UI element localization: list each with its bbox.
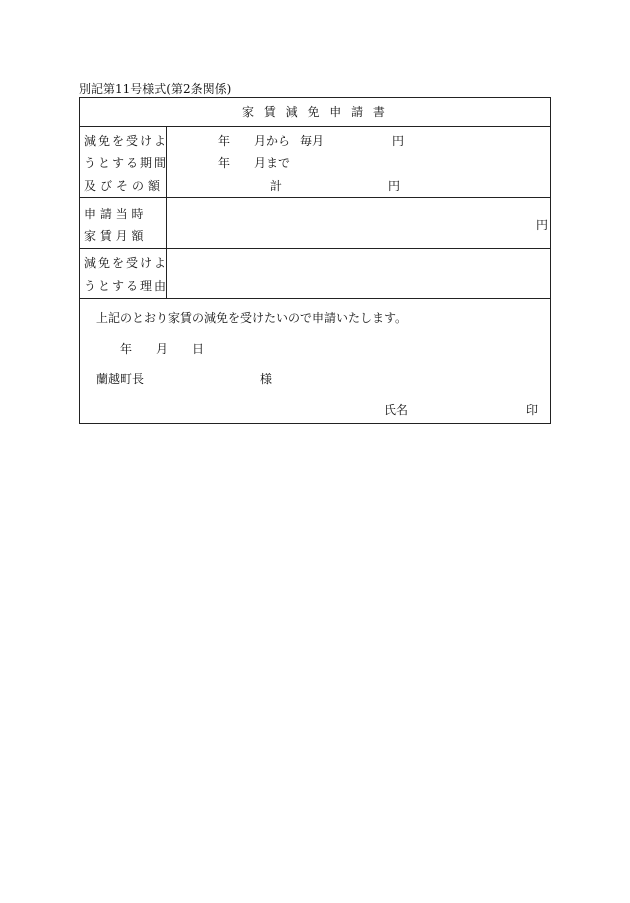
seal-mark: 印: [526, 403, 539, 417]
application-statement: 上記のとおり家賃の減免を受けたいので申請いたします。: [96, 311, 408, 325]
application-date-field[interactable]: 年 月 日: [120, 342, 205, 356]
addressee-mayor: 蘭越町長: [96, 372, 145, 386]
total-label: 計: [270, 179, 283, 193]
reason-row-divider: [80, 298, 550, 299]
period-label-line-3: 及びその額: [84, 179, 165, 193]
rent-label-line-2: 家 賃 月 額: [84, 229, 144, 243]
period-to-field[interactable]: 年 月まで: [218, 156, 291, 170]
rent-label-line-1: 申 請 当 時: [84, 207, 144, 221]
rent-reduction-application-form: [79, 97, 551, 424]
period-from-field[interactable]: 年 月から: [218, 134, 291, 148]
sama-honorific: 様: [260, 372, 273, 386]
label-column-divider: [166, 126, 167, 298]
applicant-name-label: 氏名: [384, 403, 409, 417]
title-row-divider: [80, 126, 550, 127]
reason-label-line-2: うとする理由: [84, 279, 169, 293]
total-yen-unit: 円: [388, 179, 401, 193]
monthly-label: 毎月: [300, 134, 325, 148]
period-row-divider: [80, 197, 550, 198]
form-title: 家 賃 減 免 申 請 書: [242, 105, 388, 119]
period-label-line-1: 減免を受けよ: [84, 134, 169, 148]
period-label-line-2: うとする期間: [84, 156, 169, 170]
form-number-caption: 別記第11号様式(第2条関係): [79, 82, 232, 96]
rent-yen-unit: 円: [536, 218, 549, 232]
reason-label-line-1: 減免を受けよ: [84, 256, 169, 270]
rent-row-divider: [80, 248, 550, 249]
monthly-yen-unit: 円: [392, 134, 405, 148]
